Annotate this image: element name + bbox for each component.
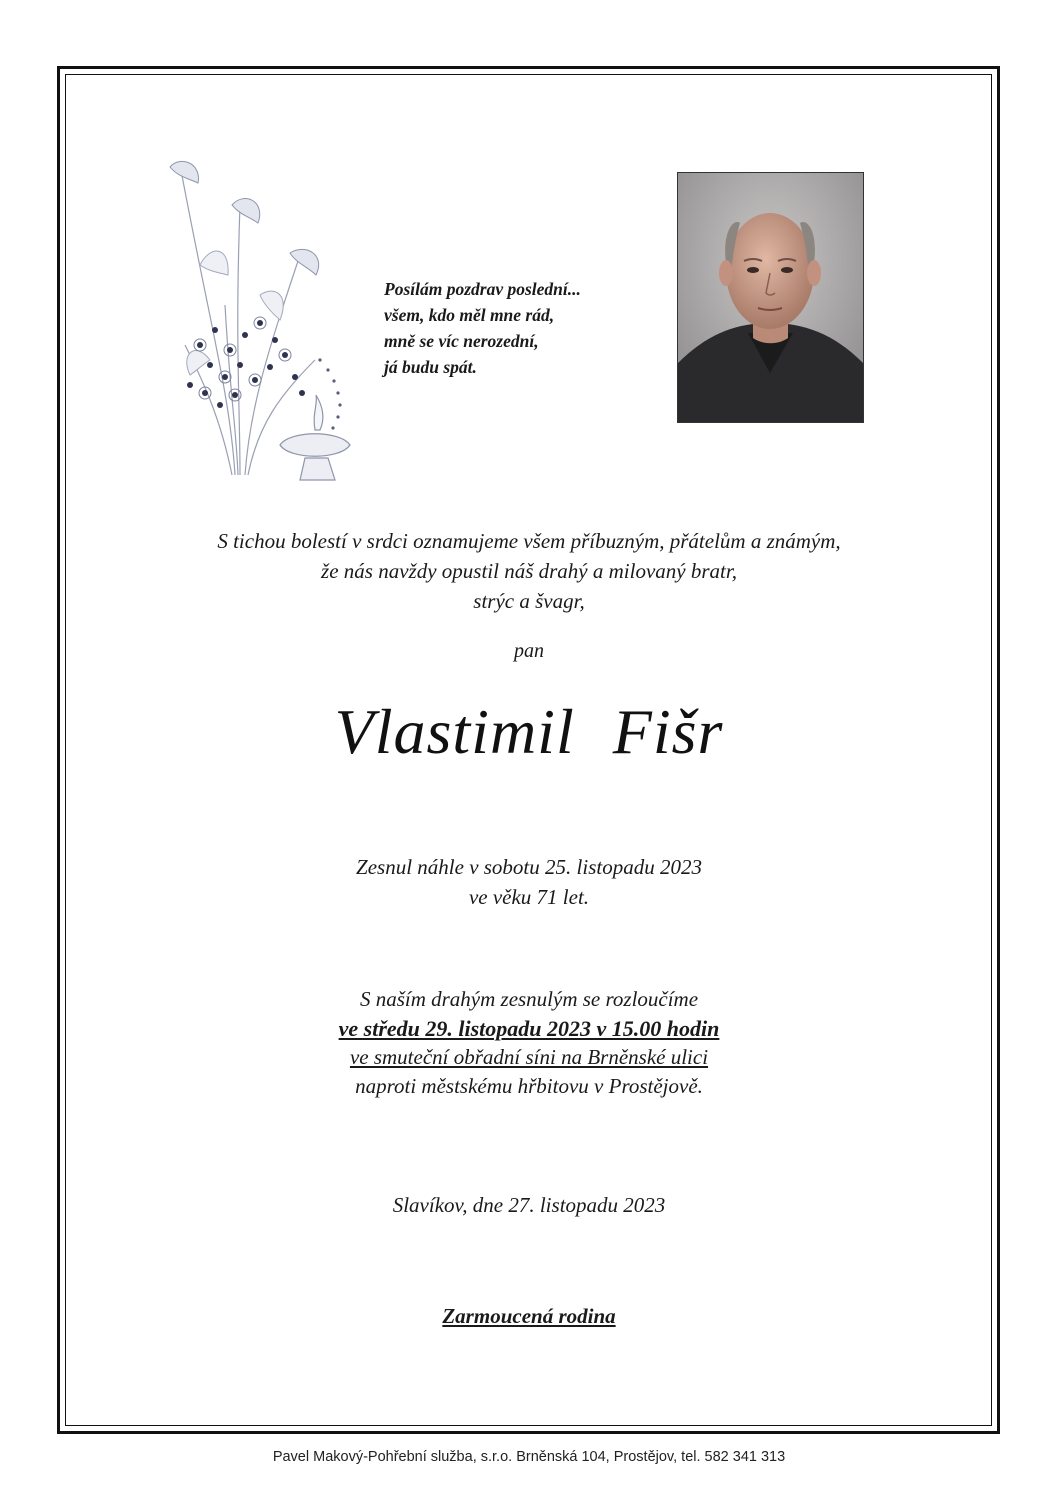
poem-line: Posílám pozdrav poslední... [384,279,581,299]
farewell-intro: S naším drahým zesnulým se rozloučíme [359,987,699,1011]
title-word: pan [514,640,544,662]
poem-line: mně se víc nerozední, [384,331,539,351]
farewell-location: naproti městskému hřbitovu v Prostějově. [355,1074,703,1098]
place-date: Slavíkov, dne 27. listopadu 2023 [392,1193,666,1217]
announcement [70,526,988,616]
announcement-line: strýc a švagr, [473,589,585,613]
first-name: Vlastimil [334,696,575,767]
farewell-datetime: ve středu 29. listopadu 2023 v 15.00 hodin [338,1016,720,1041]
poem-line: všem, kdo měl mne rád, [384,305,555,325]
portrait-image [678,173,863,422]
footer: Pavel Makový-Pohřební služba, s.r.o. Brněnská 104, Prostějov, tel. 582 341 313 [272,1449,786,1465]
deceased-name [70,692,988,772]
portrait-photo [677,172,864,423]
poem-line: já budu spát. [384,357,477,377]
death-info [70,852,988,912]
last-name: Fišr [612,696,724,767]
farewell-venue: ve smuteční obřadní síni na Brněnské ulici [349,1045,709,1069]
announcement-line: že nás navždy opustil náš drahý a milovaný bratr, [321,559,737,583]
death-date-line: Zesnul náhle v sobotu 25. listopadu 2023 [356,855,702,879]
poem [384,276,674,380]
flower-bouquet-illustration [140,145,375,500]
age-line: ve věku 71 let. [468,885,590,909]
announcement-line: S tichou bolestí v srdci oznamujeme všem příbuzným, přátelům a známým, [217,529,841,553]
signature: Zarmoucená rodina [442,1304,616,1328]
farewell-info [70,985,988,1101]
